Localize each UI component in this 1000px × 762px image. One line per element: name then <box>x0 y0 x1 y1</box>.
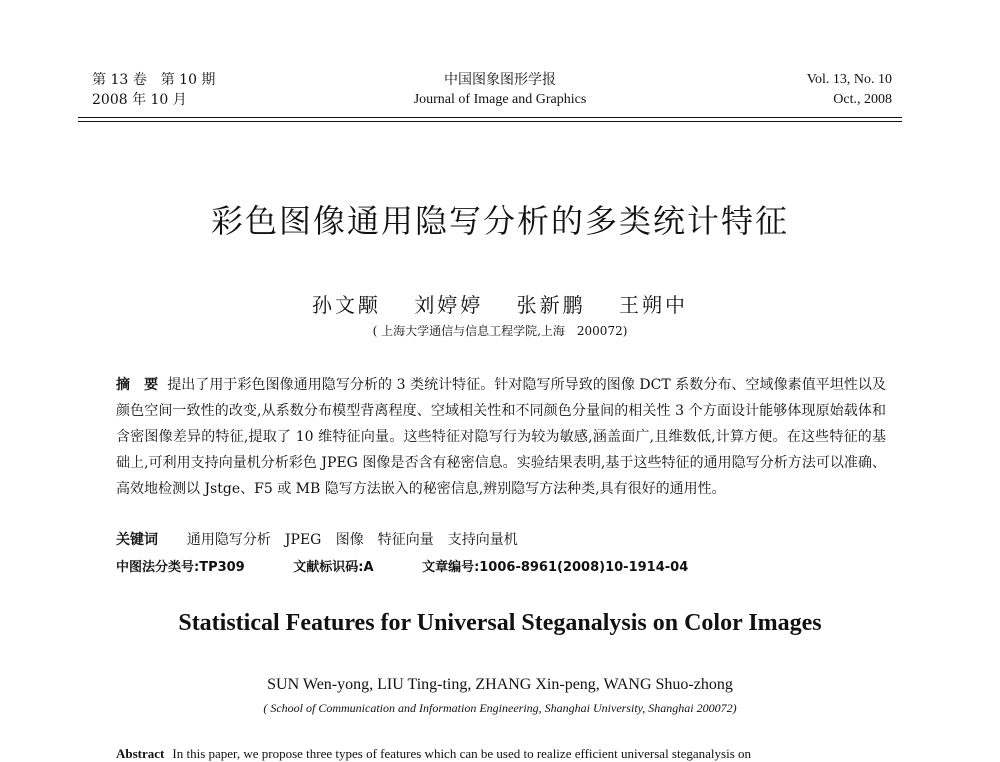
author-name: 王朔中 <box>619 293 689 317</box>
journal-name-en: Journal of Image and Graphics <box>413 92 587 107</box>
authors-cn <box>0 289 1000 318</box>
keywords-cn <box>116 529 886 551</box>
abstract-en-text: In this paper, we propose three types of features which can be used to realize efficient universal steganalysis on <box>172 746 752 761</box>
article-number: 文章编号:1006-8961(2008)10-1914-04 <box>422 560 689 575</box>
volume-issue: 第 13 卷 第 10 期 <box>92 72 216 88</box>
publication-date-cn: 2008 年 10 月 <box>92 92 187 108</box>
affiliation-cn: ( 上海大学通信与信息工程学院,上海 200072) <box>372 324 628 338</box>
abstract-cn-text: 提出了用于彩色图像通用隐写分析的 3 类统计特征。针对隐写所导致的图像 DCT 系数分布、空域像素值平坦性以及颜色空间一致性的改变,从系数分布模型背离程度、空域相关性和不同颜色分量间的相关性 3 个方面设计能够体现原始载体和含密图像差异的特征,提取了 10 维特征向量。这些特征对隐写行为较为敏感,涵盖面广,且维数低,计算方便。在这些特征的基础上,可利用支持向量机分析彩色 JPEG 图像是否含有秘密信息。实验结果表明,基于这些特征的通用隐写分析方法可以准确、高效地检测以 Jstge、F5 或 MB 隐写方法嵌入的秘密信息,辨别隐写方法种类,具有很好的通用性。 <box>116 377 886 497</box>
document-code: 文献标识码:A <box>293 560 374 575</box>
affiliation-en: ( School of Communication and Information Engineering, Shanghai University, Shanghai 200072) <box>263 701 737 715</box>
header-rule-bottom <box>78 121 902 122</box>
author-name: 孙文颙 <box>311 293 381 317</box>
journal-name-cn: 中国图象图形学报 <box>444 72 556 88</box>
publication-date-en: Oct., 2008 <box>833 92 892 107</box>
header-volume-en-block <box>807 70 892 110</box>
abstract-cn-label: 摘 要 <box>116 377 159 393</box>
volume-en: Vol. 13, No. 10 <box>806 72 892 87</box>
clc-number: 中图法分类号:TP309 <box>116 560 245 575</box>
abstract-en-label: Abstract <box>116 746 165 761</box>
keywords-label: 关键词 <box>116 532 158 548</box>
author-name: 张新鹏 <box>516 293 586 317</box>
author-name: 刘婷婷 <box>414 293 484 317</box>
paper-title-cn: 彩色图像通用隐写分析的多类统计特征 <box>210 202 789 240</box>
header-rule-top <box>78 117 902 118</box>
authors-en: SUN Wen-yong, LIU Ting-ting, ZHANG Xin-peng, WANG Shuo-zhong <box>267 676 733 693</box>
paper-title-en: Statistical Features for Universal Steganalysis on Color Images <box>178 610 822 636</box>
classification-line <box>116 557 886 579</box>
abstract-cn <box>116 372 886 502</box>
keywords-text: 通用隐写分析 JPEG 图像 特征向量 支持向量机 <box>186 532 518 548</box>
